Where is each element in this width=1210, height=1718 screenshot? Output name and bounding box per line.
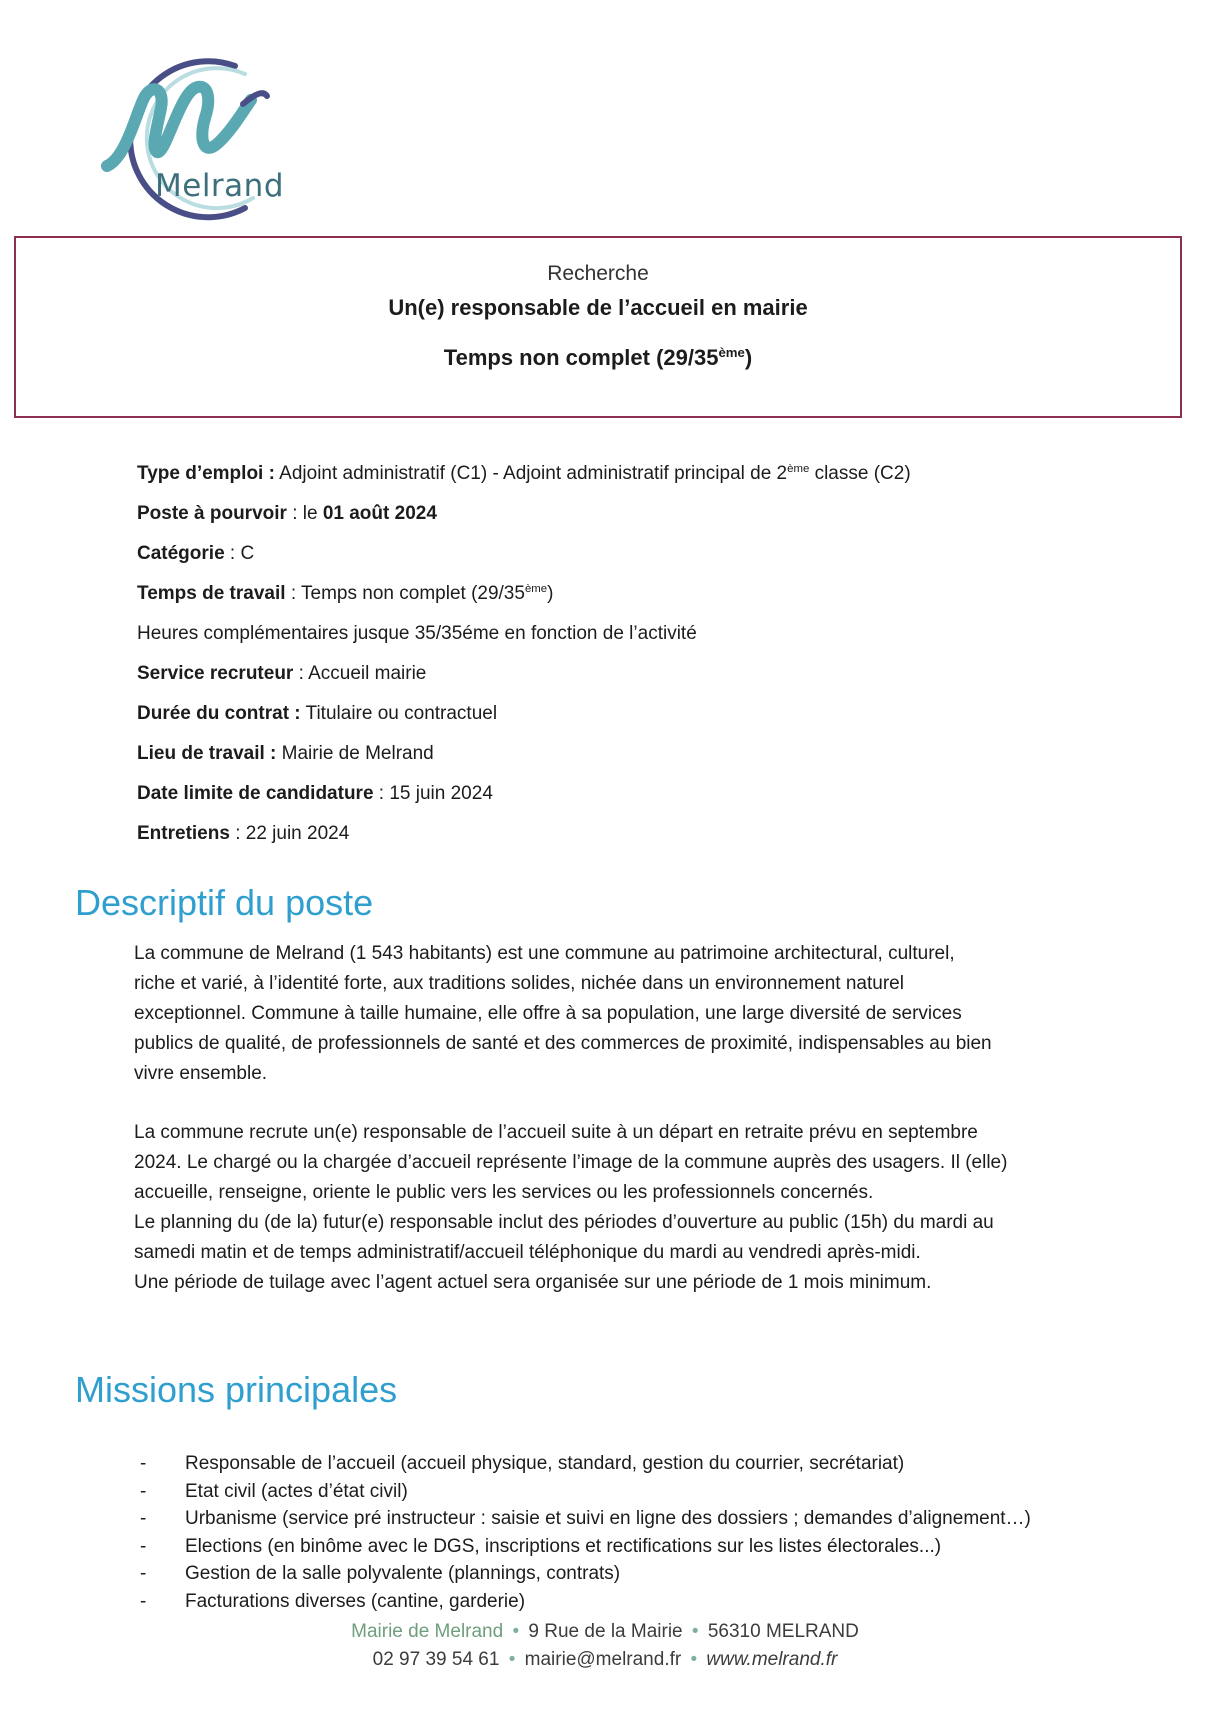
info-poste: Poste à pourvoir : le 01 août 2024 xyxy=(137,503,437,524)
footer-email[interactable]: mairie@melrand.fr xyxy=(524,1649,682,1670)
footer-address: Mairie de Melrand • 9 Rue de la Mairie • 56310 MELRAND xyxy=(351,1621,859,1642)
descriptif-heading: Descriptif du poste xyxy=(75,882,374,923)
info-lieu: Lieu de travail : Mairie de Melrand xyxy=(137,743,434,764)
list-item: - Facturations diverses (cantine, garderie) xyxy=(140,1590,526,1612)
list-item: - Elections (en binôme avec le DGS, inscriptions et rectifications sur les listes électorales...) xyxy=(140,1535,942,1557)
info-service: Service recruteur : Accueil mairie xyxy=(137,663,427,684)
job-title: Un(e) responsable de l’accueil en mairie xyxy=(388,295,808,320)
footer-website[interactable]: www.melrand.fr xyxy=(706,1649,838,1670)
melrand-logo xyxy=(95,48,305,238)
list-item: - Responsable de l’accueil (accueil physique, standard, gestion du courrier, secrétariat) xyxy=(140,1453,905,1474)
header-intro: Recherche xyxy=(547,262,649,285)
melrand-emblem-icon xyxy=(95,48,305,238)
job-title-box xyxy=(14,236,1182,418)
job-info xyxy=(137,462,1137,862)
footer-city: 56310 MELRAND xyxy=(707,1621,859,1642)
info-categorie: Catégorie : C xyxy=(137,543,255,564)
info-date-limite: Date limite de candidature : 15 juin 2024 xyxy=(137,783,493,804)
list-item: - Urbanisme (service pré instructeur : saisie et suivi en ligne des dossiers ; demandes d’alignement…) xyxy=(140,1508,1031,1529)
footer-org: Mairie de Melrand xyxy=(351,1621,504,1642)
list-item: - Gestion de la salle polyvalente (plannings, contrats) xyxy=(140,1563,621,1584)
info-duree: Durée du contrat : Titulaire ou contractuel xyxy=(137,703,498,724)
footer-street: 9 Rue de la Mairie xyxy=(528,1621,683,1642)
list-item: - Etat civil (actes d’état civil) xyxy=(140,1480,408,1502)
logo-wordmark: Melrand xyxy=(155,168,284,204)
descriptif-paragraph-2: La commune recrute un(e) responsable de l’accueil suite à un départ en retraite prévu en septembre 2024. Le chargé ou la chargée d’accueil représente l’image de la commune auprès des usagers. Il (elle) accueille, renseigne, oriente le public vers les services ou les professionnels concernés. Le planning du (de la) futur(e) responsable inclut des périodes d’ouverture au public (15h) du mardi au samedi matin et de temps administratif/accueil téléphonique du mardi au vendredi après-midi. Une période de tuilage avec l’agent actuel sera organisée sur une période de 1 mois minimum. xyxy=(134,1122,1008,1293)
info-heures: Heures complémentaires jusque 35/35éme en fonction de l’activité xyxy=(137,623,697,644)
info-entretiens: Entretiens : 22 juin 2024 xyxy=(137,823,350,844)
job-time: Temps non complet (29/35ème) xyxy=(443,345,753,370)
descriptif-paragraph-1: La commune de Melrand (1 543 habitants) est une commune au patrimoine architectural, culturel, riche et varié, à l’identité forte, aux traditions solides, nichée dans un environnement naturel exceptionnel. Commune à taille humaine, elle offre à sa population, une large diversité de services publics de qualité, de professionnels de santé et des commerces de proximité, indispensables au bien vivre ensemble. xyxy=(134,943,992,1084)
info-temps: Temps de travail : Temps non complet (29/35ème) xyxy=(137,583,554,604)
footer-contact: 02 97 39 54 61 • mairie@melrand.fr • www.melrand.fr xyxy=(372,1649,838,1670)
missions-list xyxy=(140,1450,1140,1615)
footer-phone: 02 97 39 54 61 xyxy=(372,1649,500,1670)
info-type: Type d’emploi : Adjoint administratif (C1) - Adjoint administratif principal de 2ème classe (C2) xyxy=(137,463,911,484)
missions-heading: Missions principales xyxy=(75,1369,398,1410)
